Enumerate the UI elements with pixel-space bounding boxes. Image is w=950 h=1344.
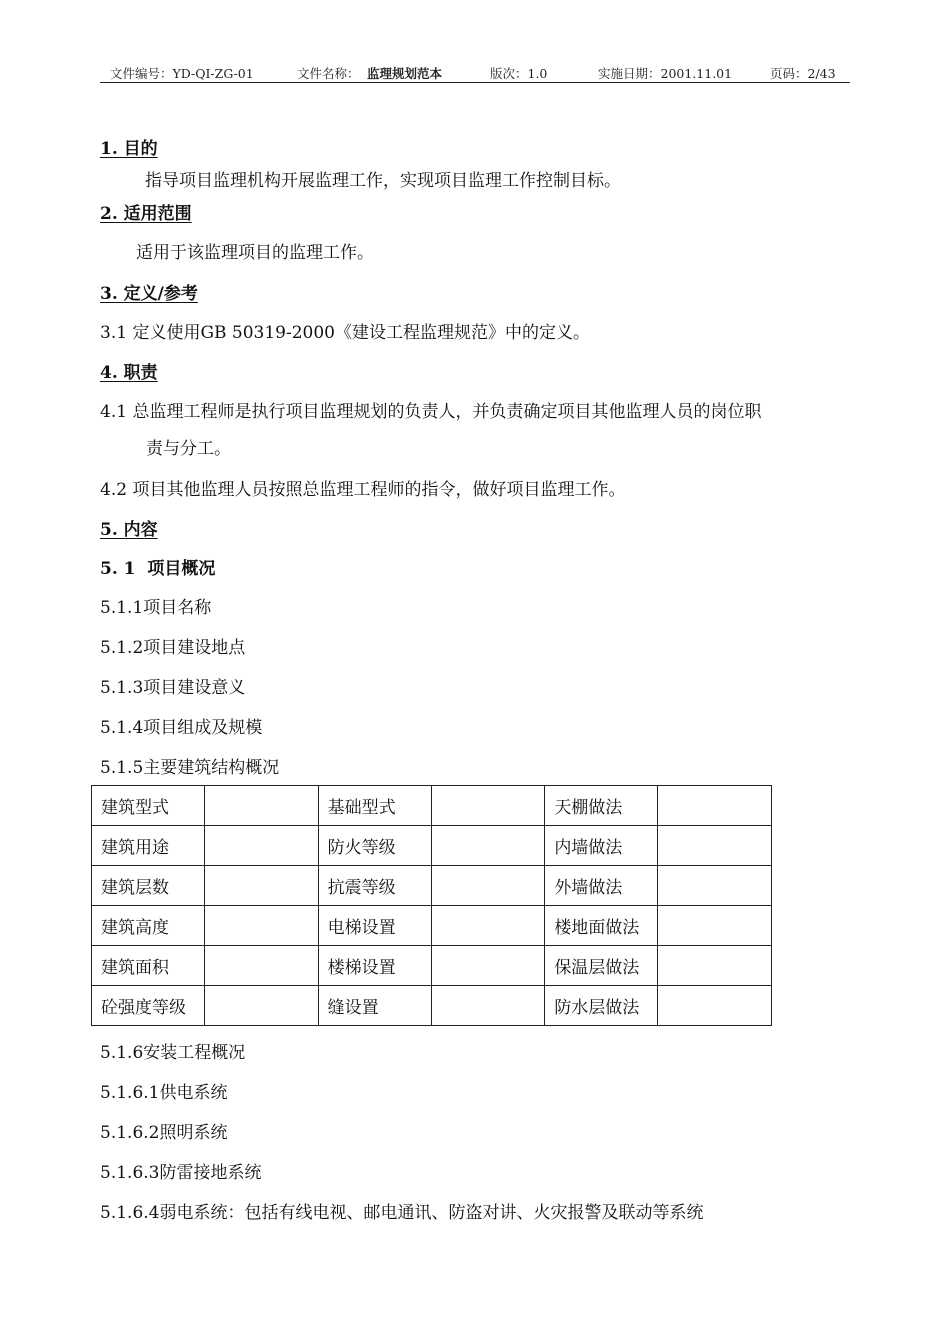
table-cell-empty: [431, 906, 545, 946]
section-4-1-line2: 责与分工。: [146, 439, 231, 459]
table-cell: 建筑层数: [92, 866, 205, 906]
table-cell: 基础型式: [318, 786, 431, 826]
table-cell: 内墙做法: [545, 826, 658, 866]
table-cell: 保温层做法: [545, 946, 658, 986]
section-5-1-6-1: 5.1.6.1供电系统: [100, 1083, 228, 1103]
section-5-1-4: 5.1.4项目组成及规模: [100, 718, 263, 738]
table-cell-empty: [658, 946, 772, 986]
doc-number: 文件编号：YD-QI-ZG-01: [110, 66, 254, 81]
table-cell: 建筑用途: [92, 826, 205, 866]
section-5-1-6-3: 5.1.6.3防雷接地系统: [100, 1163, 262, 1183]
section-2-title: 2. 适用范围: [100, 204, 192, 224]
table-cell: 外墙做法: [545, 866, 658, 906]
table-cell: 天棚做法: [545, 786, 658, 826]
table-cell-empty: [431, 826, 545, 866]
section-4-title: 4. 职责: [100, 363, 158, 383]
table-cell-empty: [204, 946, 318, 986]
table-row: [92, 946, 772, 986]
table-row: [92, 866, 772, 906]
section-5-1-6-2: 5.1.6.2照明系统: [100, 1123, 228, 1143]
section-5-1-1: 5.1.1项目名称: [100, 598, 212, 618]
table-cell-empty: [658, 906, 772, 946]
section-2-text: 适用于该监理项目的监理工作。: [136, 243, 374, 263]
section-1-title: 1. 目的: [100, 139, 158, 159]
table-cell: 建筑面积: [92, 946, 205, 986]
table-cell-empty: [431, 786, 545, 826]
section-1-text: 指导项目监理机构开展监理工作，实现项目监理工作控制目标。: [145, 171, 621, 191]
section-5-1-5: 5.1.5主要建筑结构概况: [100, 758, 280, 778]
section-5-1-6: 5.1.6安装工程概况: [100, 1043, 246, 1063]
table-cell-empty: [204, 906, 318, 946]
section-5-1-3: 5.1.3项目建设意义: [100, 678, 246, 698]
table-cell-empty: [431, 946, 545, 986]
section-3-title: 3. 定义/参考: [100, 284, 198, 304]
table-cell-empty: [658, 826, 772, 866]
table-cell-empty: [204, 866, 318, 906]
section-5-1-6-4: 5.1.6.4弱电系统：包括有线电视、邮电通讯、防盗对讲、火灾报警及联动等系统: [100, 1203, 704, 1223]
page-header: [100, 62, 850, 83]
table-cell-empty: [658, 786, 772, 826]
table-cell: 砼强度等级: [92, 986, 205, 1026]
table-cell: 抗震等级: [318, 866, 431, 906]
section-4-1-line1: 4.1 总监理工程师是执行项目监理规划的负责人，并负责确定项目其他监理人员的岗位职: [100, 402, 762, 422]
doc-name-label: 文件名称：: [297, 66, 360, 81]
doc-date: 实施日期：2001.11.01: [598, 66, 733, 81]
table-cell-empty: [204, 786, 318, 826]
table-cell: 电梯设置: [318, 906, 431, 946]
table-cell: 建筑高度: [92, 906, 205, 946]
table-cell-empty: [658, 986, 772, 1026]
section-5-1-2: 5.1.2项目建设地点: [100, 638, 246, 658]
doc-name: 监理规划范本: [367, 66, 443, 81]
table-cell: 建筑型式: [92, 786, 205, 826]
table-cell: 楼梯设置: [318, 946, 431, 986]
table-cell-empty: [431, 866, 545, 906]
table-row: [92, 826, 772, 866]
table-cell: 楼地面做法: [545, 906, 658, 946]
table-cell-empty: [431, 986, 545, 1026]
table-row: [92, 786, 772, 826]
table-cell-empty: [204, 826, 318, 866]
section-3-1: 3.1 定义使用GB 50319-2000《建设工程监理规范》中的定义。: [100, 323, 591, 343]
table-row: [92, 906, 772, 946]
table-row: [92, 986, 772, 1026]
doc-version: 版次：1.0: [490, 66, 548, 81]
table-cell: 防水层做法: [545, 986, 658, 1026]
building-structure-table: [91, 785, 772, 1026]
table-cell-empty: [658, 866, 772, 906]
page-number: 页码：2/43: [770, 66, 836, 81]
table-cell-empty: [204, 986, 318, 1026]
section-5-title: 5. 内容: [100, 520, 158, 540]
section-5-1-title: 5. 1 项目概况: [100, 559, 216, 579]
table-cell: 防火等级: [318, 826, 431, 866]
section-4-2: 4.2 项目其他监理人员按照总监理工程师的指令，做好项目监理工作。: [100, 480, 626, 500]
table-cell: 缝设置: [318, 986, 431, 1026]
